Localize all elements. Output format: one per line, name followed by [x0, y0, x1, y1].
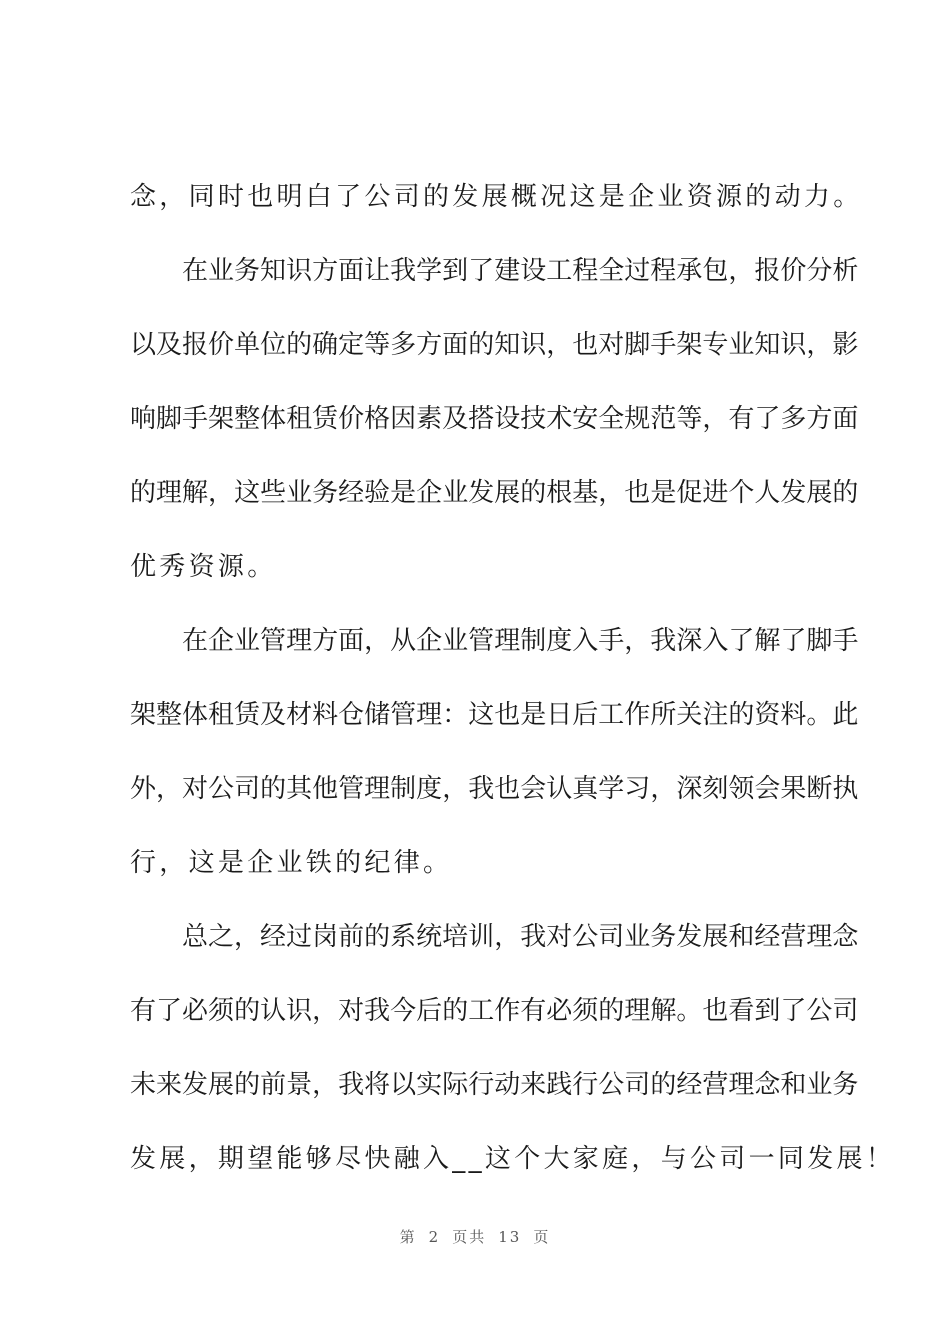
footer-suffix: 页 [533, 1228, 551, 1246]
current-page-number: 2 [428, 1228, 441, 1246]
paragraph-line: 有 了 必 须 的 认 识 ， 对 我 今 后 的 工 作 有 必 须 的 理 解 。 也 看 到 了 公 司 [130, 996, 859, 1026]
page-number-footer [0, 1226, 950, 1247]
paragraph-line: 响 脚 手 架 整 体 租 赁 价 格 因 素 及 搭 设 技 术 安 全 规 范 等 ， 有 了 多 方 面 [130, 404, 859, 434]
footer-middle: 页共 [452, 1228, 487, 1246]
paragraph-line: 优秀资源。 [130, 552, 277, 582]
paragraph-line: 以 及 报 价 单 位 的 确 定 等 多 方 面 的 知 识 ， 也 对 脚 手 架 专 业 知 识 ， 影 [130, 330, 859, 360]
total-pages-number: 13 [498, 1228, 522, 1246]
paragraph-line: 的 理 解 ， 这 些 业 务 经 验 是 企 业 发 展 的 根 基 ， 也 是 促 进 个 人 发 展 的 [130, 478, 859, 508]
paragraph-line: 发展，期望能够尽快融入__这个大家庭，与公司一同发展！ [130, 1144, 896, 1174]
paragraph-line: 架 整 体 租 赁 及 材 料 仓 储 管 理 ： 这 也 是 日 后 工 作 所 关 注 的 资 料 。 此 [130, 700, 859, 730]
paragraph-line: 在 业 务 知 识 方 面 让 我 学 到 了 建 设 工 程 全 过 程 承 包 ， 报 价 分 析 [182, 256, 859, 286]
paragraph-line: 行，这是企业铁的纪律。 [130, 848, 453, 878]
footer-prefix: 第 [399, 1228, 417, 1246]
paragraph-line: 外 ， 对 公 司 的 其 他 管 理 制 度 ， 我 也 会 认 真 学 习 ， 深 刻 领 会 果 断 执 [130, 774, 859, 804]
paragraph-line: 未 来 发 展 的 前 景 ， 我 将 以 实 际 行 动 来 践 行 公 司 的 经 营 理 念 和 业 务 [130, 1070, 859, 1100]
paragraph-line: 在 企 业 管 理 方 面 ， 从 企 业 管 理 制 度 入 手 ， 我 深 入 了 解 了 脚 手 [182, 626, 859, 656]
paragraph-line: 总 之 ， 经 过 岗 前 的 系 统 培 训 ， 我 对 公 司 业 务 发 展 和 经 营 理 念 [182, 922, 859, 952]
paragraph-line: 念，同时也明白了公司的发展概况这是企业资源的动力。 [130, 182, 863, 212]
